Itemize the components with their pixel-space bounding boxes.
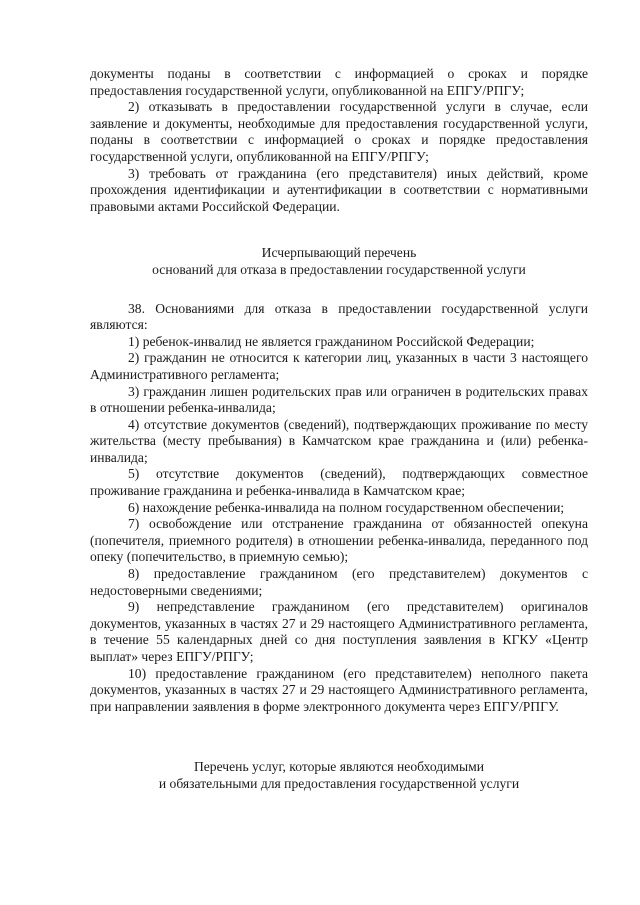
- list-item: 8) предоставление гражданином (его представителем) документов с недостоверными сведениями;: [90, 566, 588, 598]
- list-item: 4) отсутствие документов (сведений), подтверждающих проживание по месту жительства (месту пребывания) в Камчатском крае гражданина и (или) ребенка-инвалида;: [90, 416, 588, 465]
- document-page: [90, 66, 588, 793]
- paragraph-item-2: 2) отказывать в предоставлении государственной услуги в случае, если заявление и документы, необходимые для предоставления государственной услуги, поданы в соответствии с информацией о сроках и порядке предоставления государственной услуги, опубликованной на ЕПГУ/РПГУ;: [90, 99, 588, 164]
- section-heading-line-2: и обязательными для предоставления государственной услуги: [158, 775, 520, 791]
- section-heading-line-1: Перечень услуг, которые являются необходимыми: [193, 759, 485, 775]
- paragraph-continuation: документы поданы в соответствии с информацией о сроках и порядке предоставления государственной услуги, опубликованной на ЕПГУ/РПГУ;: [90, 66, 588, 98]
- list-item: 7) освобождение или отстранение гражданина от обязанностей опекуна (попечителя, приемного родителя) в отношении ребенка-инвалида, переданного под опеку (попечительство, в приемную семью);: [90, 516, 588, 565]
- section-lead-paragraph: 38. Основаниями для отказа в предоставлении государственной услуги являются:: [90, 300, 588, 333]
- section-heading-line-2: оснований для отказа в предоставлении государственной услуги: [152, 261, 526, 277]
- list-item: 3) гражданин лишен родительских прав или ограничен в родительских правах в отношении ребенка-инвалида;: [90, 383, 588, 416]
- list-item: 6) нахождение ребенка-инвалида на полном государственном обеспечении;: [128, 499, 565, 515]
- list-item: 9) непредставление гражданином (его представителем) оригиналов документов, указанных в частях 27 и 29 настоящего Административного регламента, в течение 55 календарных дней со дня поступления заявления в КГКУ «Центр выплат» через ЕПГУ/РПГУ;: [90, 599, 588, 664]
- paragraph-item-3: 3) требовать от гражданина (его представителя) иных действий, кроме прохождения идентификации и аутентификации в соответствии с нормативными правовыми актами Российской Федерации.: [90, 165, 588, 214]
- list-item: 5) отсутствие документов (сведений), подтверждающих совместное проживание гражданина и ребенка-инвалида в Камчатском крае;: [90, 466, 588, 499]
- list-item: 10) предоставление гражданином (его представителем) неполного пакета документов, указанных в частях 27 и 29 настоящего Административного регламента, при направлении заявления в форме электронного документа через ЕПГУ/РПГУ.: [90, 665, 588, 714]
- list-item: 2) гражданин не относится к категории лиц, указанных в части 3 настоящего Административного регламента;: [90, 350, 588, 382]
- list-item: 1) ребенок-инвалид не является гражданином Российской Федерации;: [128, 333, 535, 349]
- section-heading-line-1: Исчерпывающий перечень: [261, 245, 417, 261]
